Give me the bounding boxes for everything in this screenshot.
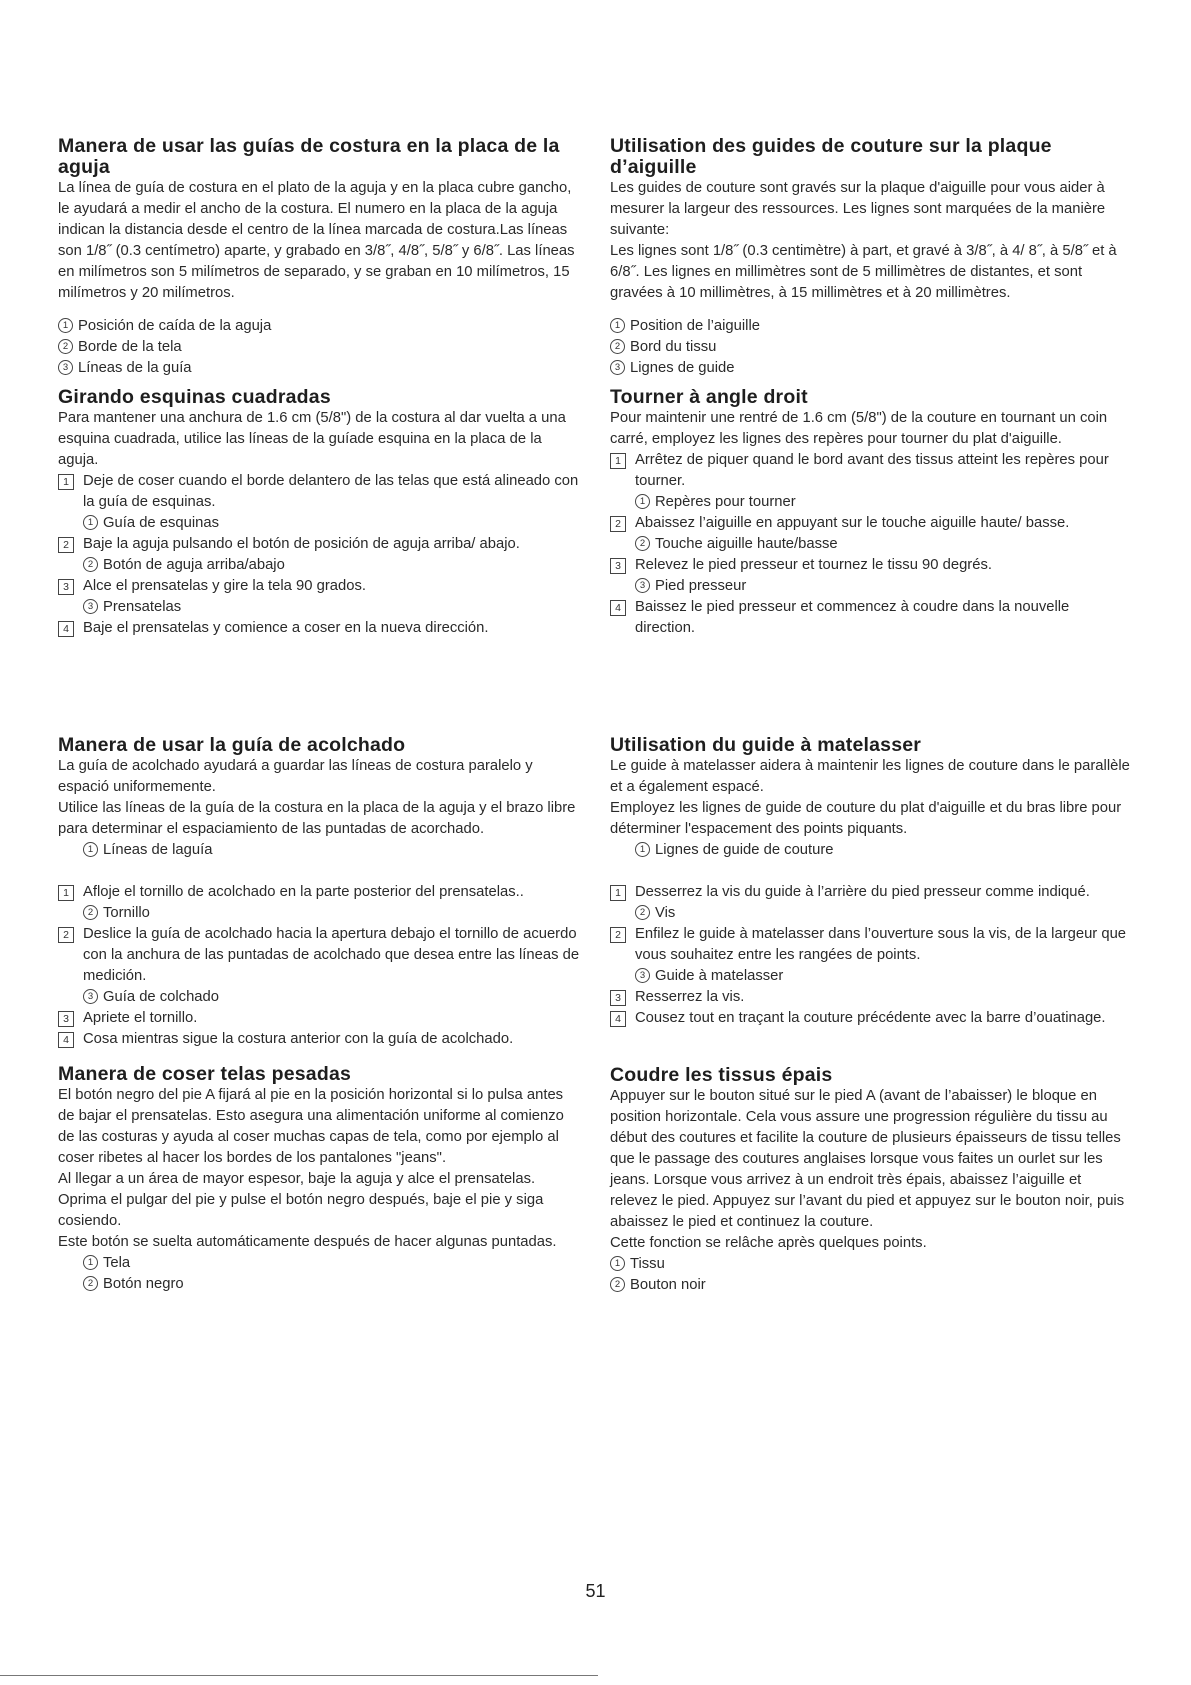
step-number: 1	[610, 453, 626, 469]
step: 1 Desserrez la vis du guide à l’arrière du pied presseur comme indiqué.	[610, 882, 1132, 903]
step-number: 1	[58, 474, 74, 490]
step: 4 Baje el prensatelas y comience a coser en la nueva dirección.	[58, 618, 580, 639]
paragraph: Appuyer sur le bouton situé sur le pied A (avant de l’abaisser) le bloque en position horizontale. Cela vous assure une progression régulière du tissu au début des coutures et facilite la couture de plusieurs épaisseurs de tissu telles que le passage des coutures anglaises lorsque vous faites un ourlet sur les jeans. Lorsque vous arrivez à un endroit très épais, abaissez l’aiguille et relevez le pied. Appuyez sur l’avant du pied et appuyez sur le bouton noir, puis abaissez le pied et continuez la couture.	[610, 1088, 1125, 1230]
section-title: Girando esquinas cuadradas	[58, 386, 331, 408]
legend-item: 3 Guide à matelasser	[610, 966, 1132, 987]
step: 2 Baje la aguja pulsando el botón de posición de aguja arriba/ abajo.	[58, 534, 580, 555]
legend-item: 2 Bouton noir	[610, 1275, 1132, 1296]
step: 2 Deslice la guía de acolchado hacia la apertura debajo el tornillo de acuerdo con la anchura de las puntadas de acolchado que desea entre las líneas de medición.	[58, 924, 580, 987]
legend-item: 2 Botón negro	[58, 1274, 580, 1295]
step-number: 1	[58, 885, 74, 901]
paragraph: Para mantener una anchura de 1.6 cm (5/8") de la costura al dar vuelta a una esquina cuadrada, utilice las líneas de la guíade esquina en la placa de la aguja.	[58, 410, 566, 468]
paragraph: Employez les lignes de guide de couture du plat d'aiguille et du bras libre pour déterminer l'espacement des points piquants.	[610, 800, 1122, 837]
section-needle-plate-guides-es	[58, 136, 580, 379]
legend-item: 2 Tornillo	[58, 903, 580, 924]
section-title: Utilisation du guide à matelasser	[610, 734, 922, 756]
legend-item: 2 Botón de aguja arriba/abajo	[58, 555, 580, 576]
circled-number: 2	[610, 339, 625, 354]
section-title: Manera de usar las guías de costura en la placa de la aguja	[58, 135, 560, 178]
legend-item: 1 Tela	[58, 1253, 580, 1274]
step: 4 Baissez le pied presseur et commencez à coudre dans la nouvelle direction.	[610, 597, 1132, 639]
step: 3 Apriete el tornillo.	[58, 1008, 580, 1029]
legend-item: 1 Guía de esquinas	[58, 513, 580, 534]
step-number: 3	[610, 990, 626, 1006]
section-heavy-fabrics-es	[58, 1064, 580, 1295]
step-number: 3	[58, 579, 74, 595]
paragraph: Les lignes sont 1/8˝ (0.3 centimètre) à part, et gravé à 3/8˝, à 4/ 8˝, à 5/8˝ et à 6/8˝. Les lignes en millimètres sont de 5 millimètres de distantes, et sont gravées à 10 millimètres, à 15 millimètres et à 20 millimètres.	[610, 243, 1117, 301]
legend-item: 1 Repères pour tourner	[610, 492, 1132, 513]
legend-list	[58, 316, 580, 379]
paragraph: Este botón se suelta automáticamente después de hacer algunas puntadas.	[58, 1234, 557, 1250]
legend-item: 1 Tissu	[610, 1254, 1132, 1275]
step-number: 2	[610, 516, 626, 532]
section-title: Utilisation des guides de couture sur la plaque d’aiguille	[610, 135, 1052, 178]
paragraph: Cette fonction se relâche après quelques points.	[610, 1235, 927, 1251]
step-number: 2	[58, 537, 74, 553]
legend-item: 1 Líneas de laguía	[58, 840, 580, 861]
step: 3 Resserrez la vis.	[610, 987, 1132, 1008]
bottom-rule	[0, 1675, 598, 1676]
step: 2 Abaissez l’aiguille en appuyant sur le touche aiguille haute/ basse.	[610, 513, 1132, 534]
section-title: Manera de coser telas pesadas	[58, 1063, 352, 1085]
spanish-column	[58, 136, 580, 1295]
legend-list	[610, 316, 1132, 379]
step-number: 4	[58, 1032, 74, 1048]
paragraph: El botón negro del pie A fijará al pie en la posición horizontal si lo pulsa antes de bajar el prensatelas. Esto asegura una alimentación uniforme al comienzo de las costuras y ayuda al coser muchas capas de tela, como por ejemplo al coser ribetes al hacer los bordes de los pantalones "jeans".	[58, 1087, 564, 1166]
paragraph: Al llegar a un área de mayor espesor, baje la aguja y alce el prensatelas. Oprima el pulgar del pie y pulse el botón negro después, baje el pie y siga cosiendo.	[58, 1171, 544, 1229]
section-heavy-fabrics-fr	[610, 1065, 1132, 1296]
step-number: 3	[58, 1011, 74, 1027]
step-number: 4	[610, 1011, 626, 1027]
step-number: 2	[58, 927, 74, 943]
step-number: 4	[610, 600, 626, 616]
step: 3 Alce el prensatelas y gire la tela 90 grados.	[58, 576, 580, 597]
step: 1 Afloje el tornillo de acolchado en la parte posterior del prensatelas..	[58, 882, 580, 903]
step-number: 1	[610, 885, 626, 901]
step: 4 Cosa mientras sigue la costura anterior con la guía de acolchado.	[58, 1029, 580, 1050]
legend-item: 3 Lignes de guide	[610, 358, 1132, 379]
circled-number: 3	[610, 360, 625, 375]
paragraph: La línea de guía de costura en el plato de la aguja y en la placa cubre gancho, le ayudará a medir el ancho de la costura. El numero en la placa de la aguja indican la distancia desde el centro de la línea marcada de costura.Las líneas son 1/8˝ (0.3 centímetro) aparte, y grabado en 3/8˝, 4/8˝, 5/8˝ y 6/8˝. Las líneas en milímetros son 5 milímetros de separado, y se graban en 10 milímetros, 15 milímetros y 20 milímetros.	[58, 180, 575, 301]
step: 1 Deje de coser cuando el borde delantero de las telas que está alineado con la guía de esquinas.	[58, 471, 580, 513]
legend-item: 2 Bord du tissu	[610, 337, 1132, 358]
paragraph: La guía de acolchado ayudará a guardar las líneas de costura paralelo y espació uniformemente.	[58, 758, 533, 795]
step: 2 Enfilez le guide à matelasser dans l’ouverture sous la vis, de la largeur que vous souhaitez entre les rangées de points.	[610, 924, 1132, 966]
step: 4 Cousez tout en traçant la couture précédente avec la barre d’ouatinage.	[610, 1008, 1132, 1029]
circled-number: 3	[58, 360, 73, 375]
page-number: 51	[585, 1581, 606, 1601]
section-quilting-guide-fr	[610, 735, 1132, 1029]
section-title: Coudre les tissus épais	[610, 1064, 833, 1086]
circled-number: 1	[58, 318, 73, 333]
step-number: 2	[610, 927, 626, 943]
circled-number: 2	[58, 339, 73, 354]
legend-item: 2 Vis	[610, 903, 1132, 924]
step-number: 4	[58, 621, 74, 637]
legend-item: 1 Lignes de guide de couture	[610, 840, 1132, 861]
circled-number: 1	[610, 318, 625, 333]
legend-item: 2 Borde de la tela	[58, 337, 580, 358]
legend-item: 3 Líneas de la guía	[58, 358, 580, 379]
section-quilting-guide-es	[58, 735, 580, 1050]
paragraph: Pour maintenir une rentré de 1.6 cm (5/8") de la couture en tournant un coin carré, employez les lignes des repères pour tourner du plat d'aiguille.	[610, 410, 1108, 447]
legend-item: 3 Prensatelas	[58, 597, 580, 618]
section-square-corners-es	[58, 387, 580, 639]
step-number: 3	[610, 558, 626, 574]
french-column	[610, 136, 1132, 1296]
section-square-corners-fr	[610, 387, 1132, 639]
legend-item: 1 Position de l’aiguille	[610, 316, 1132, 337]
paragraph: Utilice las líneas de la guía de la costura en la placa de la aguja y el brazo libre para determinar el espaciamiento de las puntadas de acorchado.	[58, 800, 576, 837]
legend-item: 3 Pied presseur	[610, 576, 1132, 597]
paragraph: Les guides de couture sont gravés sur la plaque d'aiguille pour vous aider à mesurer la largeur des ressources. Les lignes sont marquées de la manière suivante:	[610, 180, 1106, 238]
section-needle-plate-guides-fr	[610, 136, 1132, 379]
legend-item: 1 Posición de caída de la aguja	[58, 316, 580, 337]
step: 1 Arrêtez de piquer quand le bord avant des tissus atteint les repères pour tourner.	[610, 450, 1132, 492]
legend-item: 2 Touche aiguille haute/basse	[610, 534, 1132, 555]
paragraph: Le guide à matelasser aidera à maintenir les lignes de couture dans le parallèle et a également espacé.	[610, 758, 1130, 795]
section-title: Manera de usar la guía de acolchado	[58, 734, 406, 756]
section-title: Tourner à angle droit	[610, 386, 808, 408]
step: 3 Relevez le pied presseur et tournez le tissu 90 degrés.	[610, 555, 1132, 576]
legend-item: 3 Guía de colchado	[58, 987, 580, 1008]
